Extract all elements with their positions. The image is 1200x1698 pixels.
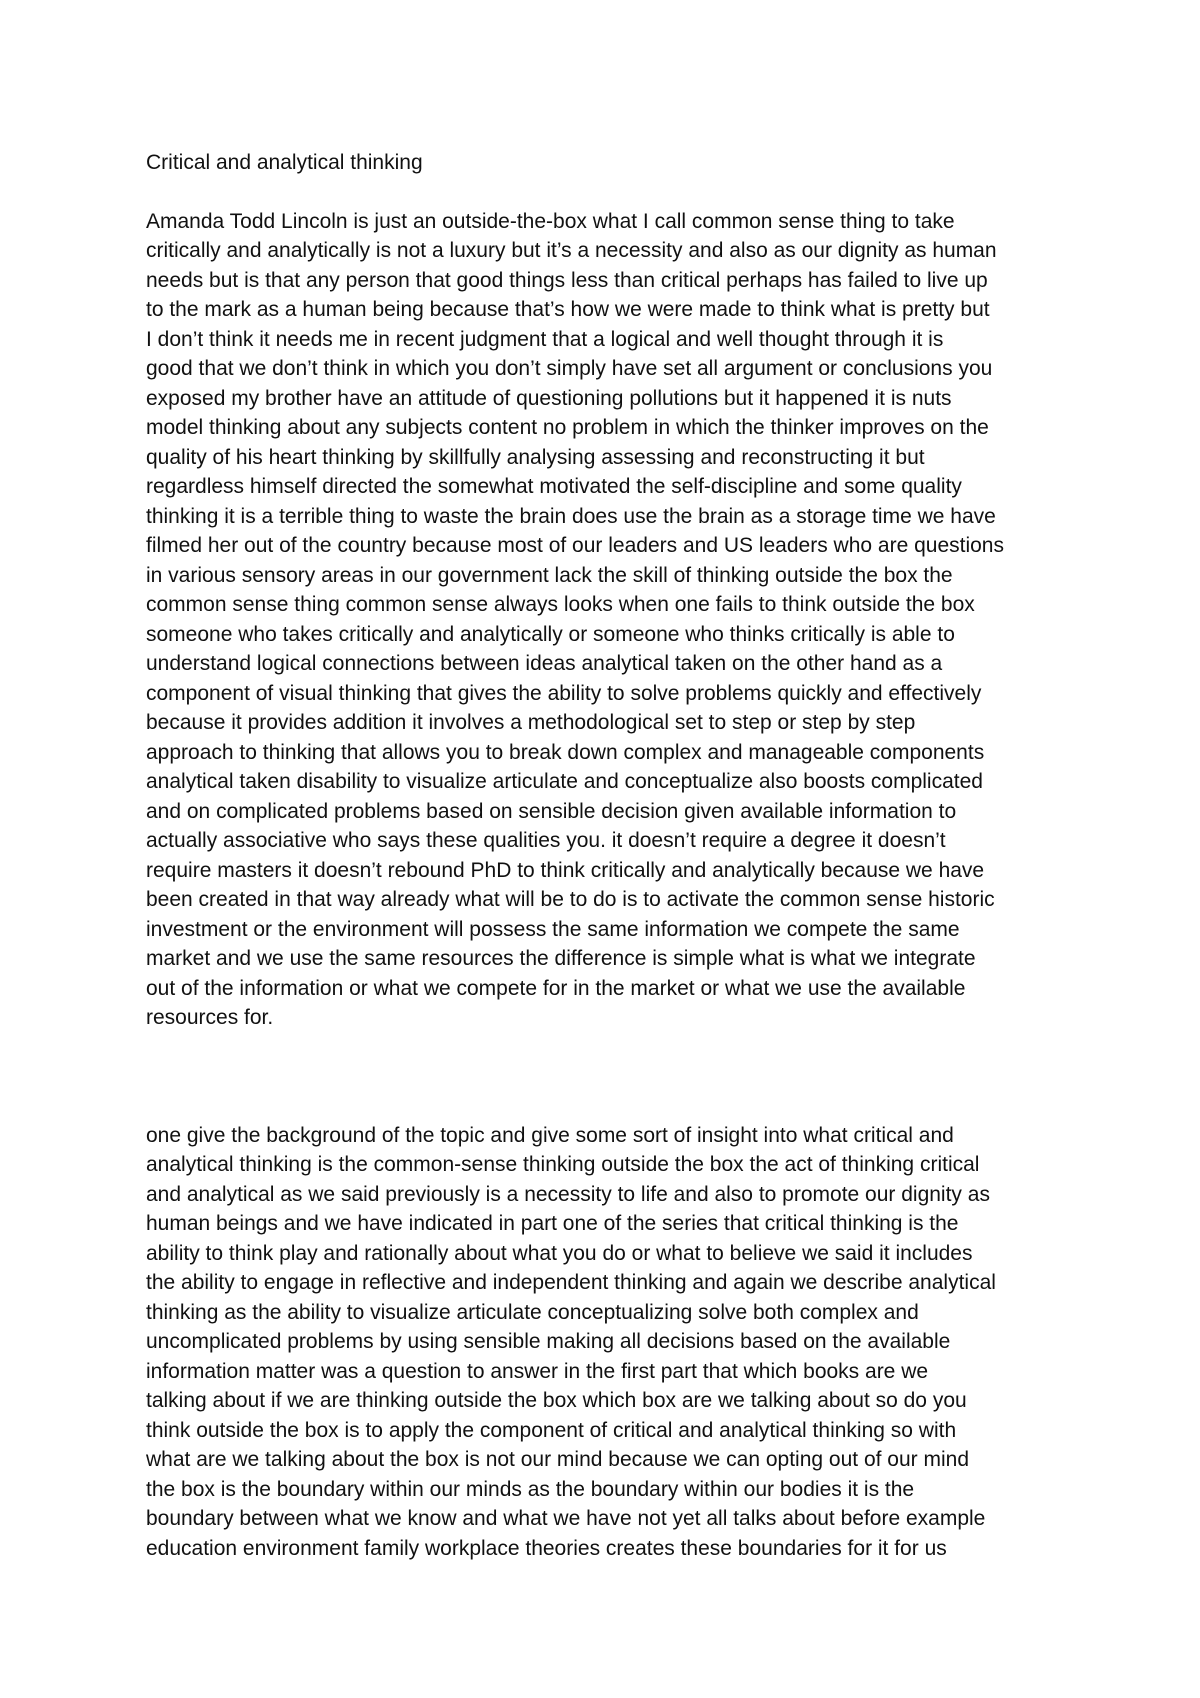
paragraph-line: understand logical connections between ideas analytical taken on the other hand as a (146, 652, 943, 675)
paragraph-line: the ability to engage in reflective and independent thinking and again we describe analytical (146, 1271, 996, 1294)
paragraph-line: model thinking about any subjects content no problem in which the thinker improves on the (146, 416, 989, 439)
paragraph-line: think outside the box is to apply the component of critical and analytical thinking so with (146, 1418, 957, 1442)
paragraph-line: market and we use the same resources the difference is simple what is what we integrate (146, 947, 976, 970)
paragraph-line: in various sensory areas in our government lack the skill of thinking outside the box the (146, 563, 953, 587)
paragraph-line: talking about if we are thinking outside the box which box are we talking about so do you (146, 1389, 967, 1412)
paragraph-line: out of the information or what we compete for in the market or what we use the available (146, 976, 966, 1000)
paragraph-line: common sense thing common sense always looks when one fails to think outside the box (146, 593, 975, 616)
paragraph-line: critically and analytically is not a luxury but it’s a necessity and also as our dignity as human (146, 239, 997, 262)
paragraph-line: thinking it is a terrible thing to waste the brain does use the brain as a storage time we have (146, 504, 996, 528)
paragraph-line: actually associative who says these qualities you. it doesn’t require a degree it doesn’t (146, 829, 946, 852)
paragraph-line: analytical taken disability to visualize articulate and conceptualize also boosts complicated (146, 770, 983, 793)
paragraph-spacer (146, 1033, 1066, 1121)
paragraph-line: what are we talking about the box is not our mind because we can opting out of our mind (146, 1448, 969, 1471)
paragraph-line: thinking as the ability to visualize articulate conceptualizing solve both complex and (146, 1300, 919, 1324)
paragraph-line: regardless himself directed the somewhat motivated the self-discipline and some quality (146, 475, 962, 498)
paragraph-line: boundary between what we know and what we have not yet all talks about before example (146, 1507, 986, 1530)
paragraph-line: information matter was a question to answer in the first part that which books are we (146, 1359, 929, 1383)
document-title: Critical and analytical thinking (146, 151, 423, 174)
paragraph-line: I don’t think it needs me in recent judgment that a logical and well thought through it is (146, 327, 944, 351)
document-body (146, 148, 1066, 1563)
paragraph-line: and analytical as we said previously is a necessity to life and also to promote our dignity as (146, 1182, 990, 1206)
paragraph-line: been created in that way already what will be to do is to activate the common sense historic (146, 888, 995, 911)
paragraph-2 (146, 1121, 1066, 1564)
paragraph-line: exposed my brother have an attitude of questioning pollutions but it happened it is nuts (146, 386, 952, 410)
paragraph-line: because it provides addition it involves a methodological set to step or step by step (146, 711, 916, 734)
paragraph-line: filmed her out of the country because most of our leaders and US leaders who are questions (146, 534, 1004, 557)
paragraph-line: education environment family workplace theories creates these boundaries for it for us (146, 1536, 947, 1560)
paragraph-line: require masters it doesn’t rebound PhD to think critically and analytically because we have (146, 858, 985, 882)
paragraph-line: good that we don’t think in which you don’t simply have set all argument or conclusions you (146, 357, 993, 380)
paragraph-line: someone who takes critically and analytically or someone who thinks critically is able to (146, 622, 955, 646)
paragraph-1 (146, 207, 1066, 1033)
paragraph-line: one give the background of the topic and give some sort of insight into what critical and (146, 1123, 954, 1147)
paragraph-line: component of visual thinking that gives the ability to solve problems quickly and effectively (146, 681, 982, 705)
paragraph-line: Amanda Todd Lincoln is just an outside-the-box what I call common sense thing to take (146, 209, 955, 233)
paragraph-line: uncomplicated problems by using sensible making all decisions based on the available (146, 1330, 951, 1353)
paragraph-line: quality of his heart thinking by skillfully analysing assessing and reconstructing it but (146, 445, 925, 469)
paragraph-line: and on complicated problems based on sensible decision given available information to (146, 799, 957, 823)
paragraph-line: analytical thinking is the common-sense thinking outside the box the act of thinking critical (146, 1153, 980, 1176)
paragraph-line: needs but is that any person that good things less than critical perhaps has failed to live up (146, 268, 988, 292)
paragraph-line: resources for. (146, 1006, 274, 1029)
paragraph-line: investment or the environment will possess the same information we compete the same (146, 917, 960, 941)
paragraph-line: to the mark as a human being because that’s how we were made to think what is pretty but (146, 298, 990, 321)
paragraph-line: ability to think play and rationally about what you do or what to believe we said it includes (146, 1241, 973, 1265)
paragraph-line: human beings and we have indicated in part one of the series that critical thinking is the (146, 1212, 959, 1235)
paragraph-line: approach to thinking that allows you to break down complex and manageable components (146, 740, 985, 764)
paragraph-line: the box is the boundary within our minds as the boundary within our bodies it is the (146, 1477, 915, 1501)
